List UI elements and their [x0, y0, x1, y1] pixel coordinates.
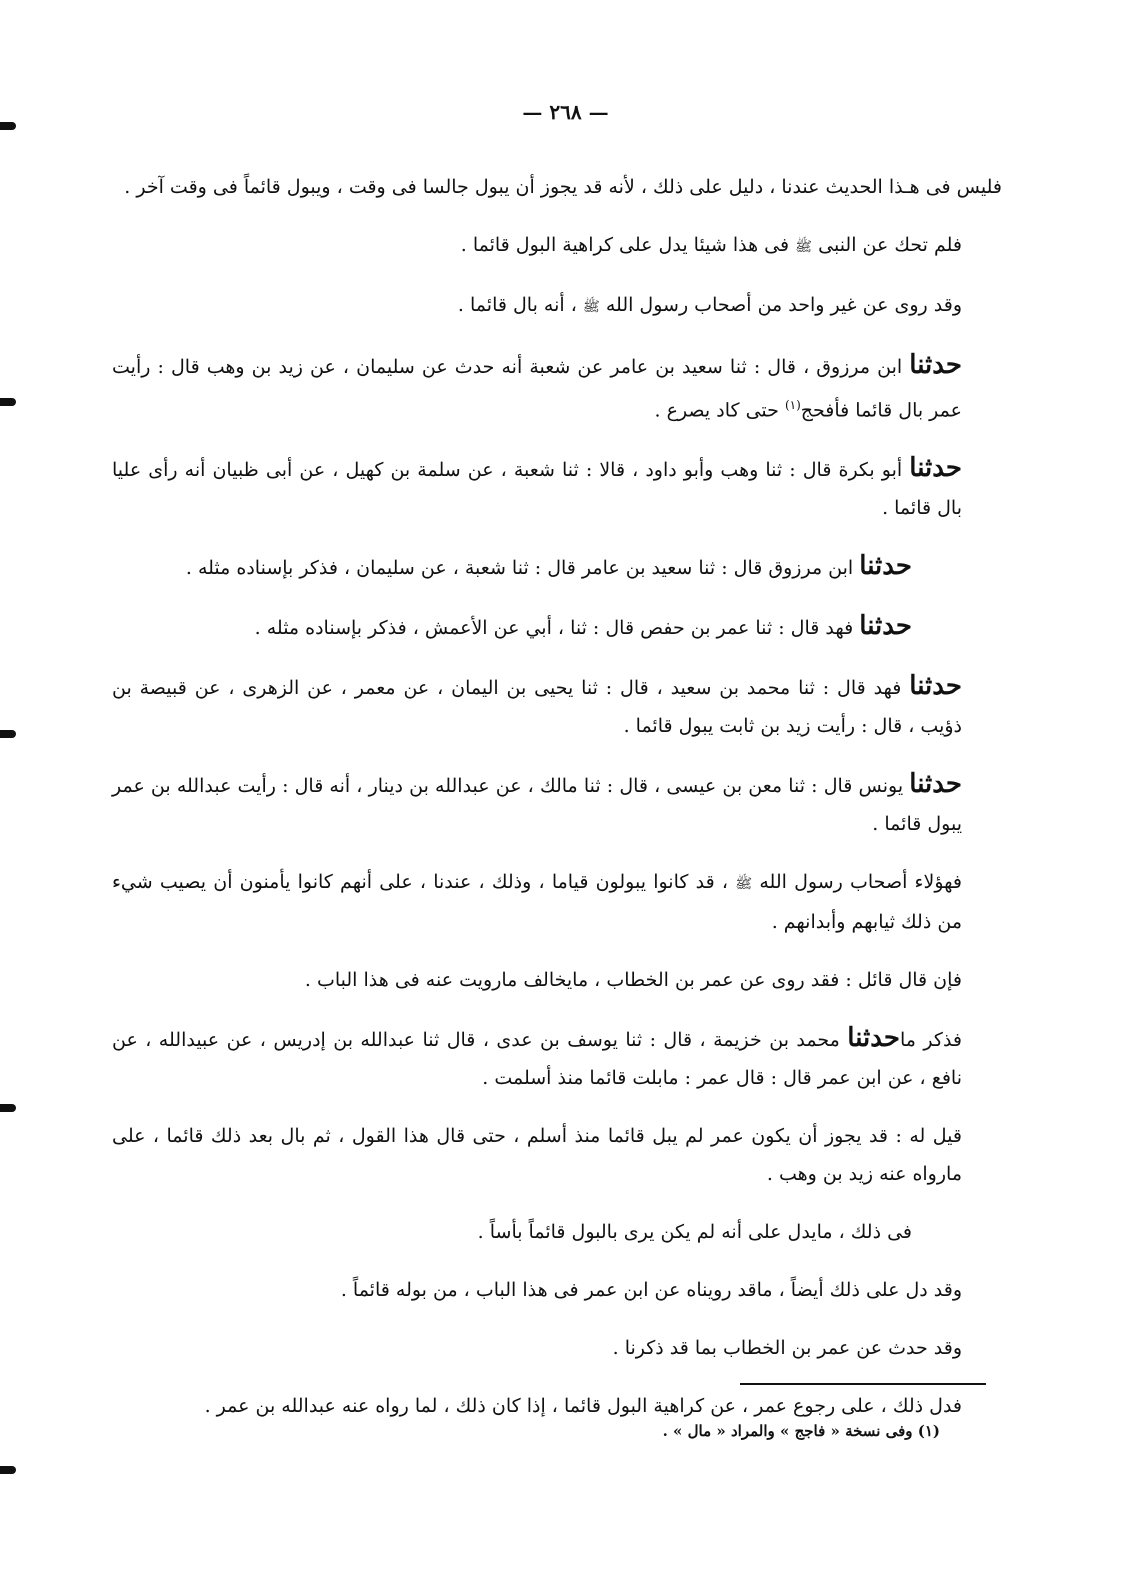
hadith-keyword: حدثنا	[847, 1023, 901, 1054]
paragraph-text: فى هذا شيئا يدل على كراهية البول قائما .	[460, 234, 790, 256]
honorific-glyph: ﷺ	[795, 239, 813, 255]
paragraph-text: وقد روى عن غير واحد من أصحاب رسول الله	[605, 294, 962, 316]
paragraph	[112, 607, 1002, 647]
page-number: — ٢٦٨ —	[522, 100, 609, 124]
paragraph-text: محمد بن خزيمة ، قال : ثنا يوسف بن عدى ، قال ثنا عبدالله بن إدريس ، عن عبيدالله ، عن نافع ، عن ابن عمر قال : قال عمر : مابلت قائما منذ أسلمت .	[112, 1029, 962, 1090]
paragraph	[112, 286, 1002, 326]
honorific-glyph: ﷺ	[582, 299, 600, 315]
hadith-keyword: حدثنا	[909, 350, 962, 380]
footnote: (١) وفى نسخة « فاجج » والمراد « مال » .	[662, 1422, 940, 1440]
paragraph	[112, 449, 1002, 527]
footnote-ref: (١)	[784, 398, 801, 412]
paragraph: فى ذلك ، مايدل على أنه لم يكن يرى بالبول قائماً بأساً .	[477, 1221, 912, 1244]
paragraph-text: فلم تحك عن النبى	[818, 234, 962, 256]
paragraph-text: فهؤلاء أصحاب رسول الله	[759, 871, 962, 894]
paragraph	[112, 863, 1002, 941]
paragraph: فدل ذلك ، على رجوع عمر ، عن كراهية البول قائما ، إذا كان ذلك ، لما رواه عنه عبدالله بن عمر .	[204, 1395, 962, 1418]
paragraph: فليس فى هـذا الحديث عندنا ، دليل على ذلك ، لأنه قد يجوز أن يبول جالسا فى وقت ، ويبول قائماً فى وقت آخر .	[124, 176, 1002, 198]
hadith-keyword: حدثنا	[909, 453, 963, 484]
paragraph	[112, 1019, 1002, 1097]
hadith-keyword: حدثنا	[909, 671, 962, 702]
paragraph-text: ، أنه بال قائما .	[457, 294, 577, 316]
paragraph-text: ، قد كانوا يبولون قياما ، وذلك ، عندنا ، على أنهم كانوا يأمنون أن يصيب شيء من ذلك ثيابهم وأبدانهم .	[112, 871, 962, 934]
paragraph-text: فهد قال : ثنا محمد بن سعيد ، قال : ثنا يحيى بن اليمان ، عن معمر ، عن الزهرى ، عن قبيصة بن ذؤيب ، قال : رأيت زيد بن ثابت يبول قائما .	[112, 677, 962, 738]
paragraph: وقد حدث عن عمر بن الخطاب بما قد ذكرنا .	[612, 1337, 962, 1360]
margin-mark	[0, 730, 16, 738]
paragraph	[112, 547, 1002, 587]
margin-mark	[0, 1466, 16, 1474]
hadith-keyword: حدثنا	[909, 769, 962, 800]
paragraph	[112, 667, 1002, 745]
paragraph	[112, 765, 1002, 843]
paragraph-text: حتى كاد يصرع .	[654, 399, 779, 422]
paragraph	[112, 226, 1002, 266]
margin-mark	[0, 1104, 16, 1112]
margin-mark	[0, 398, 16, 406]
paragraph-text: يونس قال : ثنا معن بن عيسى ، قال : ثنا مالك ، عن عبدالله بن دينار ، أنه قال : رأيت عبدالله بن عمر يبول قائما .	[112, 775, 962, 836]
hadith-keyword: حدثنا	[859, 611, 912, 642]
footnote-divider	[740, 1383, 986, 1385]
paragraph-text: فهد قال : ثنا عمر بن حفص قال : ثنا ، أبي عن الأعمش ، فذكر بإسناده مثله .	[254, 617, 854, 640]
paragraph-text: ابن مرزوق قال : ثنا سعيد بن عامر قال : ثنا شعبة ، عن سليمان ، فذكر بإسناده مثله .	[185, 557, 854, 580]
paragraph-text: فذكر ما	[900, 1029, 963, 1052]
paragraph-text: أبو بكرة قال : ثنا وهب وأبو داود ، قالا : ثنا شعبة ، عن سلمة بن كهيل ، عن أبى ظبيان أنه رأى عليا بال قائما .	[112, 459, 962, 520]
main-text	[112, 168, 1002, 1445]
paragraph: قيل له : قد يجوز أن يكون عمر لم يبل قائما منذ أسلم ، حتى قال هذا القول ، ثم بال بعد ذلك قائما ، على مارواه عنه زيد بن وهب .	[112, 1125, 962, 1186]
paragraph-text: ابن مرزوق ، قال : ثنا سعيد بن عامر عن شعبة أنه حدث عن سليمان ، عن زيد بن وهب قال : رأيت عمر بال قائما فأفحج	[112, 356, 962, 422]
honorific-glyph: ﷺ	[735, 876, 753, 893]
hadith-keyword: حدثنا	[859, 551, 912, 582]
paragraph: وقد دل على ذلك أيضاً ، ماقد رويناه عن ابن عمر فى هذا الباب ، من بوله قائماً .	[340, 1279, 962, 1302]
paragraph: فإن قال قائل : فقد روى عن عمر بن الخطاب ، مايخالف مارويت عنه فى هذا الباب .	[304, 969, 962, 992]
paragraph	[112, 346, 1002, 429]
